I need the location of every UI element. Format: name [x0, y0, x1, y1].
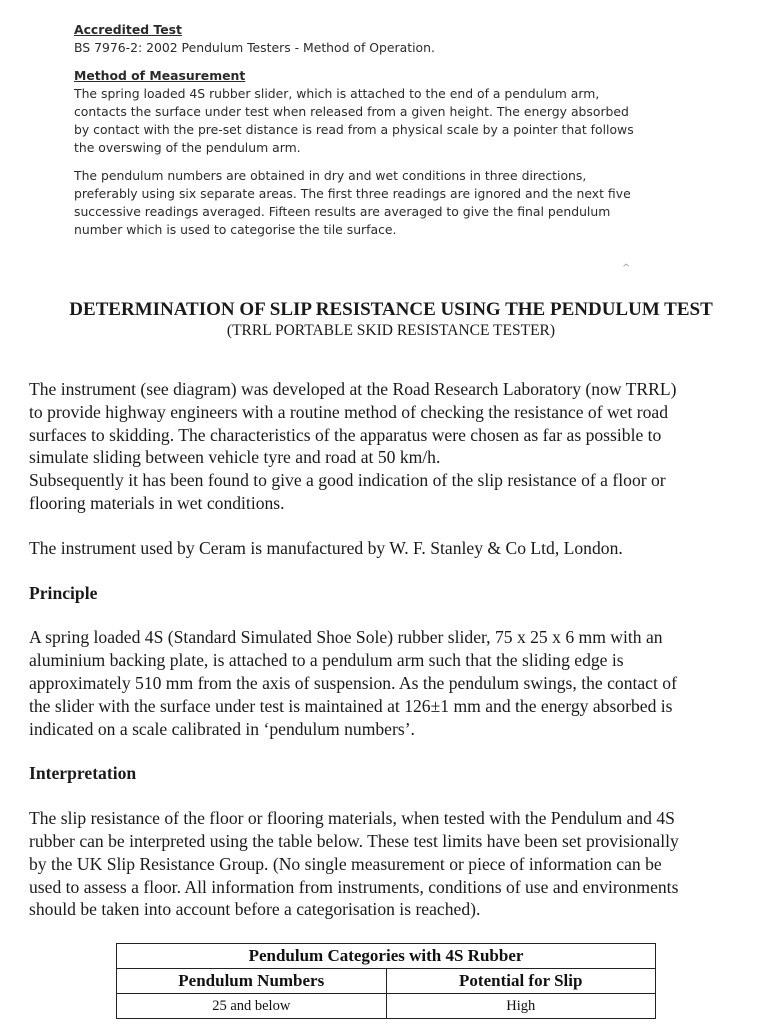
- text-line: simulate sliding between vehicle tyre and road at 50 km/h.: [29, 447, 441, 468]
- table-row: [117, 994, 656, 1019]
- interpretation-heading: Interpretation: [29, 763, 137, 784]
- text-line: Subsequently it has been found to give a good indication of the slip resistance of a floor or: [29, 470, 666, 491]
- text-line: aluminium backing plate, is attached to a pendulum arm such that the sliding edge is: [29, 650, 624, 671]
- manufacturer-paragraph: The instrument used by Ceram is manufactured by W. F. Stanley & Co Ltd, London.: [29, 537, 623, 558]
- text-line: successive readings averaged. Fifteen results are averaged to give the final pendulum: [74, 204, 611, 219]
- text-line: approximately 510 mm from the axis of suspension. As the pendulum swings, the contact of: [29, 672, 677, 693]
- text-line: used to assess a floor. All information from instruments, conditions of use and environments: [29, 876, 679, 897]
- text-line: The instrument (see diagram) was developed at the Road Research Laboratory (now TRRL): [29, 379, 677, 399]
- document-title: DETERMINATION OF SLIP RESISTANCE USING THE PENDULUM TEST: [69, 299, 713, 320]
- table-title: Pendulum Categories with 4S Rubber: [117, 944, 656, 969]
- text-line: number which is used to categorise the tile surface.: [74, 222, 397, 237]
- text-line: by the UK Slip Resistance Group. (No single measurement or piece of information can be: [29, 853, 662, 874]
- text-line: contacts the surface under test when released from a given height. The energy absorbed: [74, 104, 629, 119]
- text-line: The pendulum numbers are obtained in dry and wet conditions in three directions,: [74, 168, 587, 183]
- text-line: indicated on a scale calibrated in ‘pendulum numbers’.: [29, 718, 415, 739]
- standard-reference: BS 7976-2: 2002 Pendulum Testers - Method of Operation.: [74, 40, 435, 55]
- text-line: the slider with the surface under test is maintained at 126±1 mm and the energy absorbed is: [29, 695, 673, 716]
- text-line: preferably using six separate areas. The first three readings are ignored and the next five: [74, 186, 631, 201]
- method-of-measurement-heading: Method of Measurement: [74, 68, 246, 83]
- document-title-block: [0, 298, 768, 340]
- accredited-test-section: [74, 21, 714, 239]
- measurement-paragraph-1: [74, 85, 714, 157]
- text-line: A spring loaded 4S (Standard Simulated Shoe Sole) rubber slider, 75 x 25 x 6 mm with an: [29, 627, 663, 648]
- text-line: surfaces to skidding. The characteristics of the apparatus were chosen as far as possible to: [29, 424, 662, 445]
- text-line: The spring loaded 4S rubber slider, which is attached to the end of a pendulum arm,: [74, 86, 600, 101]
- text-line: by contact with the pre-set distance is read from a physical scale by a pointer that follows: [74, 122, 634, 137]
- scan-mark: ^: [622, 263, 631, 274]
- text-line: flooring materials in wet conditions.: [29, 492, 285, 513]
- cell-potential-for-slip: High: [386, 994, 656, 1019]
- measurement-paragraph-2: [74, 167, 714, 239]
- document-body: [29, 378, 749, 921]
- cell-pendulum-numbers: 25 and below: [117, 994, 387, 1019]
- principle-paragraph: [29, 626, 749, 740]
- text-line: the overswing of the pendulum arm.: [74, 140, 301, 155]
- text-line: rubber can be interpreted using the table below. These test limits have been set provisionally: [29, 830, 679, 851]
- column-header-potential-for-slip: Potential for Slip: [386, 969, 656, 994]
- accredited-test-heading: Accredited Test: [74, 22, 182, 37]
- document-subtitle: (TRRL PORTABLE SKID RESISTANCE TESTER): [226, 322, 556, 339]
- text-line: to provide highway engineers with a routine method of checking the resistance of wet road: [29, 401, 669, 422]
- intro-paragraph: [29, 378, 749, 515]
- text-line: The slip resistance of the floor or flooring materials, when tested with the Pendulum and 4S: [29, 808, 675, 829]
- text-line: should be taken into account before a categorisation is reached).: [29, 899, 481, 920]
- principle-heading: Principle: [29, 582, 98, 603]
- interpretation-paragraph: [29, 807, 749, 921]
- pendulum-categories-table: [116, 943, 656, 1019]
- column-header-pendulum-numbers: Pendulum Numbers: [117, 969, 387, 994]
